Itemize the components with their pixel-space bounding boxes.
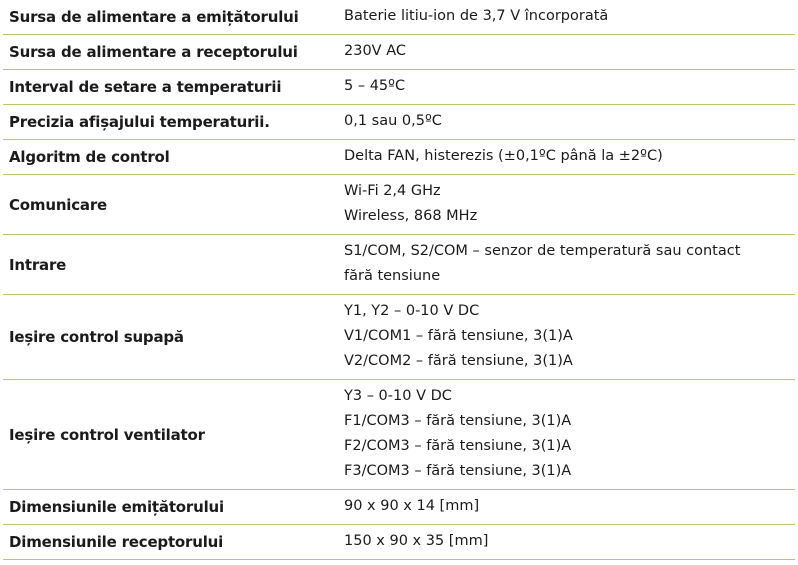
spec-value	[329, 105, 795, 140]
spec-row-receiver-dimensions	[3, 525, 795, 560]
spec-label: Comunicare	[3, 175, 329, 235]
spec-row-transmitter-dimensions	[3, 490, 795, 525]
spec-row-valve-output	[3, 295, 795, 380]
spec-value-line: Wireless, 868 MHz	[344, 208, 478, 224]
spec-value-line: V1/COM1 – fără tensiune, 3(1)A	[344, 328, 573, 344]
spec-value-line: F2/COM3 – fără tensiune, 3(1)A	[344, 438, 572, 454]
spec-label: Algoritm de control	[3, 140, 329, 175]
spec-row-temperature-range	[3, 70, 795, 105]
spec-row-control-algorithm	[3, 140, 795, 175]
spec-row-display-precision	[3, 105, 795, 140]
spec-value-line: V2/COM2 – fără tensiune, 3(1)A	[344, 353, 573, 369]
spec-row-communication	[3, 175, 795, 235]
spec-row-receiver-power	[3, 35, 795, 70]
spec-row-fan-output	[3, 380, 795, 490]
spec-label: Ieșire control supapă	[3, 295, 329, 380]
spec-label: Ieșire control ventilator	[3, 380, 329, 490]
spec-label: Dimensiunile receptorului	[3, 525, 329, 560]
spec-value-line: fără tensiune	[344, 268, 441, 284]
spec-value	[329, 235, 795, 295]
spec-row-input	[3, 235, 795, 295]
spec-value	[329, 295, 795, 380]
spec-value	[329, 380, 795, 490]
spec-value	[329, 175, 795, 235]
spec-value	[329, 525, 795, 560]
spec-row-transmitter-power	[3, 0, 795, 35]
spec-label: Interval de setare a temperaturii	[3, 70, 329, 105]
spec-value	[329, 35, 795, 70]
spec-value-line: 150 x 90 x 35 [mm]	[344, 533, 489, 549]
spec-value	[329, 140, 795, 175]
spec-value	[329, 70, 795, 105]
spec-value-line: Delta FAN, histerezis (±0,1ºC până la ±2ºC)	[344, 148, 663, 164]
spec-value-line: Y3 – 0-10 V DC	[344, 388, 452, 404]
spec-value-line: 230V AC	[344, 43, 406, 59]
spec-value-line: Y1, Y2 – 0-10 V DC	[344, 303, 480, 319]
spec-label: Intrare	[3, 235, 329, 295]
spec-value-line: Baterie litiu-ion de 3,7 V încorporată	[344, 8, 609, 24]
spec-value-line: F1/COM3 – fără tensiune, 3(1)A	[344, 413, 572, 429]
spec-value-line: 5 – 45ºC	[344, 78, 406, 94]
spec-value	[329, 0, 795, 35]
spec-value-line: S1/COM, S2/COM – senzor de temperatură sau contact	[344, 243, 741, 259]
spec-value	[329, 490, 795, 525]
spec-label: Dimensiunile emițătorului	[3, 490, 329, 525]
specifications-table	[3, 0, 795, 560]
spec-label: Sursa de alimentare a receptorului	[3, 35, 329, 70]
spec-value-line: Wi-Fi 2,4 GHz	[344, 183, 441, 199]
spec-value-line: F3/COM3 – fără tensiune, 3(1)A	[344, 463, 572, 479]
spec-value-line: 90 x 90 x 14 [mm]	[344, 498, 480, 514]
spec-label: Sursa de alimentare a emițătorului	[3, 0, 329, 35]
spec-label: Precizia afișajului temperaturii.	[3, 105, 329, 140]
spec-value-line: 0,1 sau 0,5ºC	[344, 113, 442, 129]
